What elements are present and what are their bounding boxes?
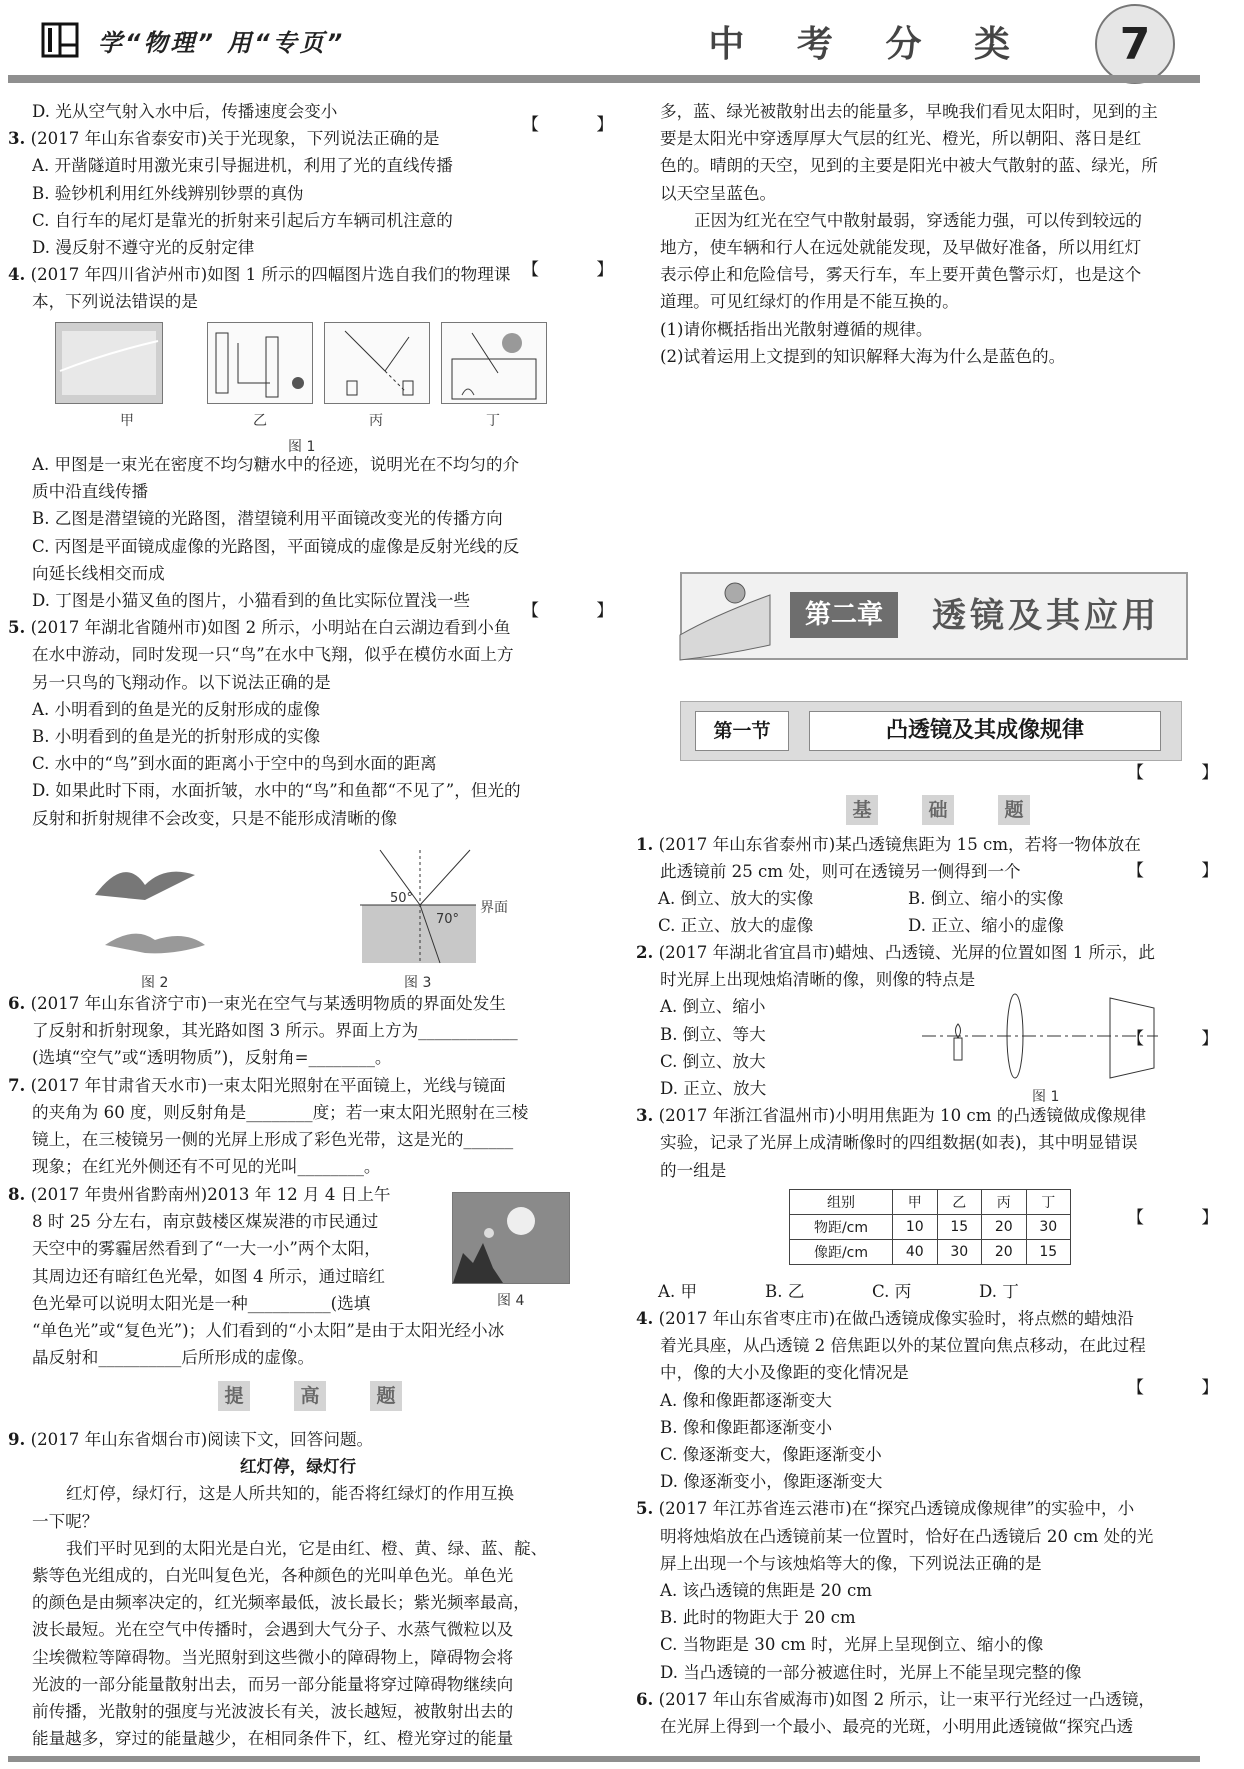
text-line: 表示停止和危险信号，雾天行车，车上要开黄色警示灯，也是这个 xyxy=(660,265,1142,285)
data-table xyxy=(789,1189,1071,1265)
text-line: 我们平时见到的太阳光是白光，它是由红、橙、黄、绿、蓝、靛、 xyxy=(66,1538,548,1558)
text-line: 能量越多，穿过的能量越少，在相同条件下，红、橙光穿过的能量 xyxy=(32,1729,514,1749)
section-number: 第一节 xyxy=(695,711,789,751)
text-line: C. 当物距是 30 cm 时，光屏上呈现倒立、缩小的像 xyxy=(660,1635,1044,1655)
text-line: D. 如果此时下雨，水面折皱，水中的“鸟”和鱼都“不见了”，但光的 xyxy=(32,781,521,801)
text-line: C. 水中的“鸟”到水面的距离小于空中的鸟到水面的距离 xyxy=(32,754,437,774)
text-line: 道理。可见红绿灯的作用是不能互换的。 xyxy=(660,292,959,312)
fig4-caption: 图 4 xyxy=(497,1293,525,1309)
text-line: 紫等色光组成的，白光叫复色光，各种颜色的光叫单色光。单色光 xyxy=(32,1566,514,1585)
text-line: 5. (2017 年湖北省随州市)如图 2 所示，小明站在白云湖边看到小鱼 xyxy=(8,617,511,638)
fig4-image xyxy=(452,1192,570,1284)
text-line: 了反射和折射现象，其光路如图 3 所示。界面上方为____________ xyxy=(32,1021,518,1041)
text-line: 7. (2017 年甘肃省天水市)一束太阳光照射在平面镜上，光线与镜面 xyxy=(8,1074,506,1095)
answer-bracket: 【 】 xyxy=(1127,763,1244,783)
fig1-bing-image xyxy=(324,322,430,404)
answer-bracket: 【 】 xyxy=(1127,1208,1244,1228)
text-line: 现象；在红光外侧还有不可见的光叫________。 xyxy=(32,1157,381,1177)
text-line: C. 倒立、放大 xyxy=(660,1051,766,1071)
label-char: 础 xyxy=(922,795,954,825)
text-line: 色光晕可以说明太阳光是一种__________(选填 xyxy=(32,1293,371,1313)
text-line: 8. (2017 年贵州省黔南州)2013 年 12 月 4 日上午 xyxy=(8,1184,391,1204)
answer-bracket: 【 】 xyxy=(522,115,640,135)
text-line: 中，像的大小及像距的变化情况是 xyxy=(660,1363,909,1383)
text-line: A. 甲图是一束光在密度不均匀糖水中的径迹，说明光在不均匀的介 xyxy=(32,455,520,474)
text-line: A. 开凿隧道时用激光束引导掘进机，利用了光的直线传播 xyxy=(32,156,453,176)
text-line: D. 漫反射不遵守光的反射定律 xyxy=(32,238,255,257)
text-line: 2. (2017 年湖北省宜昌市)蜡烛、凸透镜、光屏的位置如图 1 所示，此 xyxy=(636,942,1156,962)
q3-option-b: B. 乙 xyxy=(765,1282,805,1301)
table-cell: 15 xyxy=(1026,1240,1071,1265)
text-line: B. 乙图是潜望镜的光路图，潜望镜利用平面镜改变光的传播方向 xyxy=(32,509,503,529)
text-line: 4. (2017 年四川省泸州市)如图 1 所示的四幅图片选自我们的物理课 xyxy=(8,264,511,285)
text-line: 着光具座，从凸透镜 2 倍焦距以外的某位置向焦点移动，在此过程 xyxy=(660,1336,1146,1356)
text-line: 5. (2017 年江苏省连云港市)在“探究凸透镜成像规律”的实验中，小 xyxy=(636,1498,1135,1519)
mascot-icon xyxy=(675,575,775,667)
text-line: 天空中的雾霾居然看到了“一大一小”两个太阳， xyxy=(32,1239,381,1259)
text-line: 6. (2017 年山东省威海市)如图 2 所示，让一束平行光经过一凸透镜， xyxy=(636,1688,1156,1709)
answer-bracket: 【 】 xyxy=(1127,1029,1244,1049)
basic-questions-label xyxy=(846,795,1030,825)
fig1-jia-image xyxy=(55,322,163,404)
section-title: 凸透镜及其成像规律 xyxy=(809,711,1161,751)
text-line: 波长最短。光在空气中传播时，会遇到大气分子、水蒸气微粒以及 xyxy=(32,1620,514,1640)
table-cell: 30 xyxy=(937,1240,982,1265)
text-line: A. 像和像距都逐渐变大 xyxy=(660,1390,832,1410)
text-line: 的颜色是由频率决定的，红光频率最低，波长最长；紫光频率最高， xyxy=(32,1593,530,1613)
advanced-questions-label xyxy=(218,1381,402,1411)
answer-bracket: 【 】 xyxy=(1127,861,1244,881)
text-line: 的一组是 xyxy=(660,1160,727,1180)
fig1-label-yi: 乙 xyxy=(253,413,267,429)
table-cell: 30 xyxy=(1026,1215,1071,1240)
table-row xyxy=(790,1240,1071,1265)
text-line: 在水中游动，同时发现一只“鸟”在水中飞翔，似乎在模仿水面上方 xyxy=(32,645,514,665)
header-left xyxy=(42,20,345,60)
text-line: 屏上出现一个与该烛焰等大的像，下列说法正确的是 xyxy=(660,1553,1042,1573)
q3-option-d: D. 丁 xyxy=(979,1282,1019,1301)
text-line: B. 像和像距都逐渐变小 xyxy=(660,1417,833,1437)
text-line: A. 倒立、缩小 xyxy=(660,997,766,1017)
rfig1-image xyxy=(920,990,1160,1085)
text-line: (2)试着运用上文提到的知识解释大海为什么是蓝色的。 xyxy=(660,346,1066,366)
q3-option-a: A. 甲 xyxy=(658,1282,698,1301)
text-line: 6. (2017 年山东省济宁市)一束光在空气与某透明物质的界面处发生 xyxy=(8,993,506,1013)
table-header-cell: 组别 xyxy=(790,1190,893,1215)
text-line: A. 该凸透镜的焦距是 20 cm xyxy=(660,1581,872,1600)
text-line: 的夹角为 60 度，则反射角是________度；若一束太阳光照射在三棱 xyxy=(32,1102,529,1122)
text-line: 前传播，光散射的强度与光波波长有关，波长越短，被散射出去的 xyxy=(32,1702,514,1721)
table-cell: 10 xyxy=(893,1215,938,1240)
table-cell: 像距/cm xyxy=(790,1240,893,1265)
fig1-caption: 图 1 xyxy=(288,439,316,455)
table-cell: 20 xyxy=(982,1240,1027,1265)
text-line: 晶反射和__________后所形成的虚像。 xyxy=(32,1348,315,1368)
footer-divider xyxy=(8,1756,1200,1762)
q1-option-c: C. 正立、放大的虚像 xyxy=(658,916,814,935)
text-line: D. 丁图是小猫叉鱼的图片，小猫看到的鱼比实际位置浅一些 xyxy=(32,591,471,610)
table-header-cell: 丁 xyxy=(1026,1190,1071,1215)
answer-bracket: 【 】 xyxy=(1127,1378,1244,1398)
text-line: D. 像逐渐变小，像距逐渐变大 xyxy=(660,1472,883,1492)
label-char: 题 xyxy=(998,795,1030,825)
q1-option-b: B. 倒立、缩小的实像 xyxy=(908,889,1064,908)
text-line: 反射和折射规律不会改变，只是不能形成清晰的像 xyxy=(32,808,398,828)
text-line: 另一只鸟的飞翔动作。以下说法正确的是 xyxy=(32,672,331,692)
table-cell: 15 xyxy=(937,1215,982,1240)
text-line: (选填“空气”或“透明物质”)，反射角=________。 xyxy=(32,1048,392,1068)
table-header-cell: 丙 xyxy=(982,1190,1027,1215)
text-line: “单色光”或“复色光”)；人们看到的“小太阳”是由于太阳光经小冰 xyxy=(32,1321,505,1340)
text-line: 3. (2017 年浙江省温州市)小明用焦距为 10 cm 的凸透镜做成像规律 xyxy=(636,1105,1147,1126)
text-line: 本，下列说法错误的是 xyxy=(32,292,198,312)
fig3-interface-label: 界面 xyxy=(480,900,508,916)
q1-option-d: D. 正立、缩小的虚像 xyxy=(908,916,1065,935)
answer-bracket: 【 】 xyxy=(522,260,640,280)
text-line: 以天空呈蓝色。 xyxy=(660,183,777,203)
q3-option-c: C. 丙 xyxy=(872,1282,912,1301)
text-line: 向延长线相交而成 xyxy=(32,563,165,583)
text-line: (1)请你概括指出光散射遵循的规律。 xyxy=(660,319,933,339)
rfig1-caption: 图 1 xyxy=(1032,1089,1060,1105)
text-line: 8 时 25 分左右，南京鼓楼区煤炭港的市民通过 xyxy=(32,1212,379,1232)
table-header-cell: 乙 xyxy=(937,1190,982,1215)
fig3-angle-70: 70° xyxy=(436,912,460,927)
text-line: 在光屏上得到一个最小、最亮的光斑，小明用此透镜做“探究凸透 xyxy=(660,1717,1134,1736)
text-line: 9. (2017 年山东省烟台市)阅读下文，回答问题。 xyxy=(8,1429,374,1449)
fig1-label-ding: 丁 xyxy=(486,413,500,429)
fig1-label-jia: 甲 xyxy=(120,413,134,429)
text-line: 1. (2017 年山东省泰州市)某凸透镜焦距为 15 cm，若将一物体放在 xyxy=(636,834,1141,854)
text-line: 此透镜前 25 cm 处，则可在透镜另一侧得到一个 xyxy=(660,862,1021,882)
text-line: 镜上，在三棱镜另一侧的光屏上形成了彩色光带，这是光的______ xyxy=(32,1130,514,1149)
table-header-row xyxy=(790,1190,1071,1215)
text-line: D. 当凸透镜的一部分被遮住时，光屏上不能呈现完整的像 xyxy=(660,1662,1082,1682)
text-line: B. 倒立、等大 xyxy=(660,1024,766,1044)
table-cell: 20 xyxy=(982,1215,1027,1240)
text-line: B. 此时的物距大于 20 cm xyxy=(660,1608,856,1628)
text-line: 其周边还有暗红色光晕，如图 4 所示，通过暗红 xyxy=(32,1266,385,1286)
text-line: 明将烛焰放在凸透镜前某一位置时，恰好在凸透镜后 20 cm 处的光 xyxy=(660,1526,1154,1546)
text-line: 3. (2017 年山东省泰安市)关于光现象，下列说法正确的是 xyxy=(8,128,440,149)
chapter-title: 透镜及其应用 xyxy=(932,596,1160,636)
fig3-caption: 图 3 xyxy=(404,975,432,991)
fig2-caption: 图 2 xyxy=(141,975,169,991)
text-line: C. 自行车的尾灯是靠光的折射来引起后方车辆司机注意的 xyxy=(32,210,453,230)
text-line: 一下呢？ xyxy=(32,1511,99,1531)
section-banner xyxy=(680,701,1182,761)
book-icon xyxy=(42,23,78,57)
label-char: 题 xyxy=(370,1381,402,1411)
text-line: 正因为红光在空气中散射最弱，穿透能力强，可以传到较远的 xyxy=(694,210,1143,230)
fig2-image xyxy=(85,845,215,965)
table-header-cell: 甲 xyxy=(893,1190,938,1215)
fig1-ding-image xyxy=(441,322,547,404)
page-number: 7 xyxy=(1095,4,1175,84)
fig3-angle-50: 50° xyxy=(390,891,414,906)
text-line: B. 小明看到的鱼是光的折射形成的实像 xyxy=(32,727,321,746)
text-line: 多，蓝、绿光被散射出去的能量多，早晚我们看见太阳时，见到的主 xyxy=(660,102,1158,121)
table-cell: 40 xyxy=(893,1240,938,1265)
label-char: 高 xyxy=(294,1381,326,1411)
text-line: 质中沿直线传播 xyxy=(32,482,149,502)
header-slogan: 学“物理” 用“专页” xyxy=(98,28,346,57)
header-category: 中 考 分 类 xyxy=(708,24,1030,65)
text-line: 红灯停，绿灯行 xyxy=(240,1456,357,1477)
table-row xyxy=(790,1215,1071,1240)
text-line: B. 验钞机利用红外线辨别钞票的真伪 xyxy=(32,183,304,203)
label-char: 提 xyxy=(218,1381,250,1411)
text-line: 色的。晴朗的天空，见到的主要是阳光中被大气散射的蓝、绿光，所 xyxy=(660,156,1158,176)
table-cell: 物距/cm xyxy=(790,1215,893,1240)
text-line: 实验，记录了光屏上成清晰像时的四组数据(如表)，其中明显错误 xyxy=(660,1133,1138,1153)
label-char: 基 xyxy=(846,795,878,825)
text-line: D. 正立、放大 xyxy=(660,1079,767,1098)
text-line: C. 丙图是平面镜成虚像的光路图，平面镜成的虚像是反射光线的反 xyxy=(32,536,520,556)
q1-option-a: A. 倒立、放大的实像 xyxy=(658,889,814,908)
text-line: 地方，使车辆和行人在远处就能发现，及早做好准备，所以用红灯 xyxy=(660,238,1142,257)
text-line: C. 像逐渐变大，像距逐渐变小 xyxy=(660,1445,882,1464)
text-line: 红灯停，绿灯行，这是人所共知的，能否将红绿灯的作用互换 xyxy=(66,1484,515,1504)
chapter-number: 第二章 xyxy=(790,592,898,638)
text-line: 要是太阳光中穿透厚厚大气层的红光、橙光，所以朝阳、落日是红 xyxy=(660,129,1142,149)
header-divider xyxy=(8,75,1200,83)
text-line: A. 小明看到的鱼是光的反射形成的虚像 xyxy=(32,699,321,719)
text-line: 尘埃微粒等障碍物。当光照射到这些微小的障碍物上，障碍物会将 xyxy=(32,1647,514,1667)
answer-bracket: 【 】 xyxy=(522,601,640,621)
fig1-label-bing: 丙 xyxy=(369,413,383,429)
text-line: 光波的一部分能量散射出去，而另一部分能量将穿过障碍物继续向 xyxy=(32,1674,514,1694)
fig1-yi-image xyxy=(207,322,313,404)
text-line: 时光屏上出现烛焰清晰的像，则像的特点是 xyxy=(660,970,976,990)
text-line: D. 光从空气射入水中后，传播速度会变小 xyxy=(32,102,338,121)
text-line: 4. (2017 年山东省枣庄市)在做凸透镜成像实验时，将点燃的蜡烛沿 xyxy=(636,1308,1134,1328)
